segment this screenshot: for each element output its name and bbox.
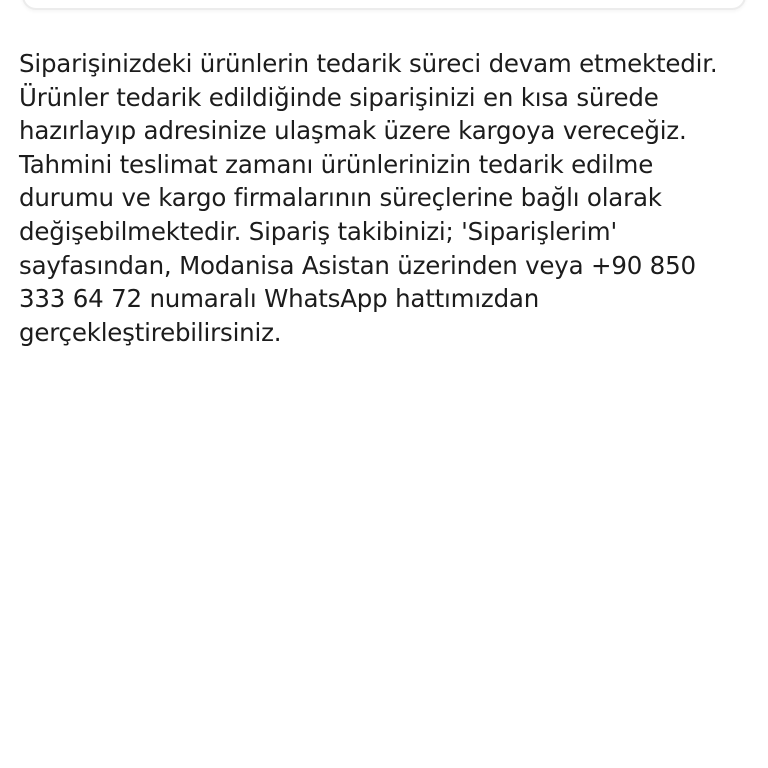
order-supply-info-text: Siparişinizdeki ürünlerin tedarik süreci devam etmektedir. Ürünler tedarik edildiğinde siparişinizi en kısa sürede hazırlayıp adresinize ulaşmak üzere kargoya vereceğiz. Tahmini teslimat zamanı ürünlerinizin tedarik edilme durumu ve kargo firmalarının süreçlerine bağlı olarak değişebilmektedir. Sipariş takibinizi; 'Siparişlerim' sayfasından, Modanisa Asistan üzerinden veya +90 850 333 64 72 numaralı WhatsApp hattımızdan gerçekleştirebilirsiniz. (19, 49, 718, 347)
order-summary-card (22, 0, 746, 10)
